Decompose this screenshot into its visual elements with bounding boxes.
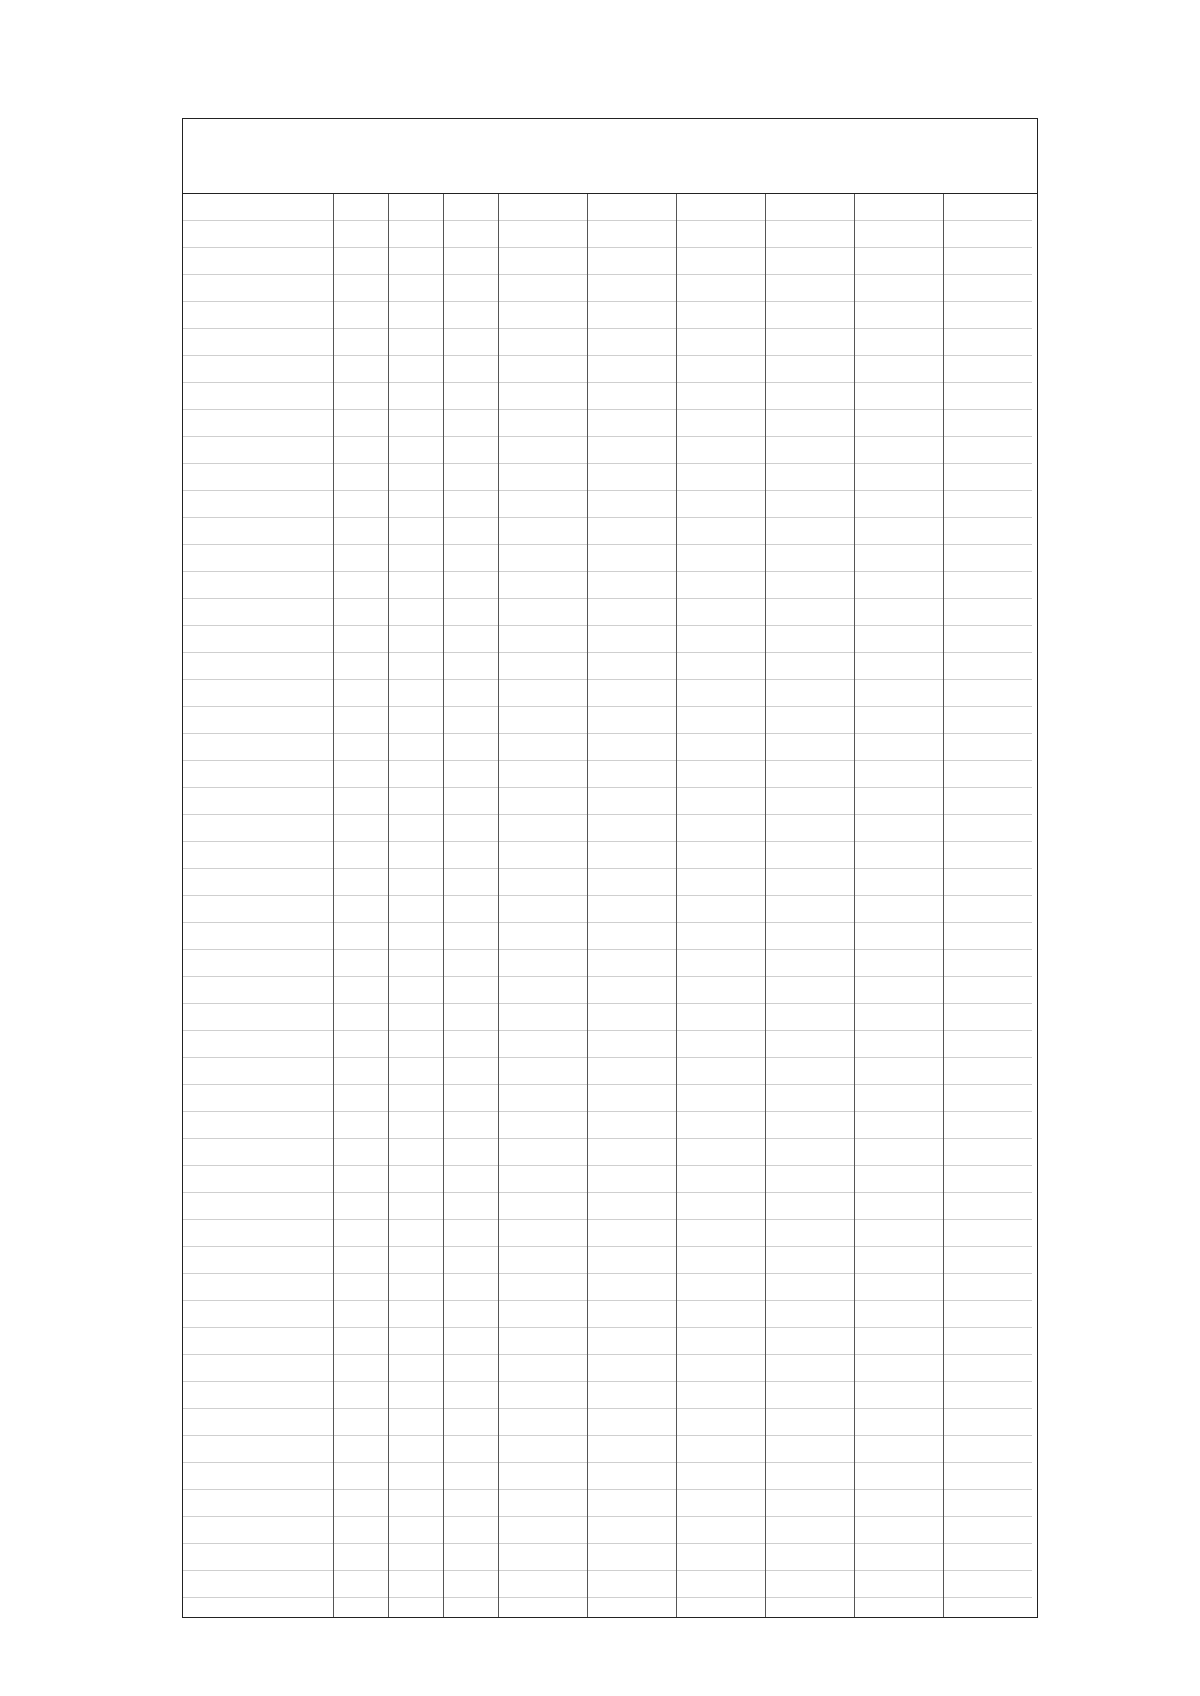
table-column bbox=[944, 194, 1032, 1617]
table-column bbox=[855, 194, 944, 1617]
table-column bbox=[766, 194, 855, 1617]
table-column bbox=[677, 194, 766, 1617]
table-column bbox=[334, 194, 389, 1617]
table-column bbox=[389, 194, 444, 1617]
table-column bbox=[499, 194, 588, 1617]
table-column bbox=[444, 194, 499, 1617]
table-column bbox=[588, 194, 677, 1617]
table-region bbox=[182, 118, 1038, 1618]
table-heading bbox=[183, 119, 1037, 194]
table-column bbox=[183, 194, 334, 1617]
table-body bbox=[183, 194, 1037, 1617]
